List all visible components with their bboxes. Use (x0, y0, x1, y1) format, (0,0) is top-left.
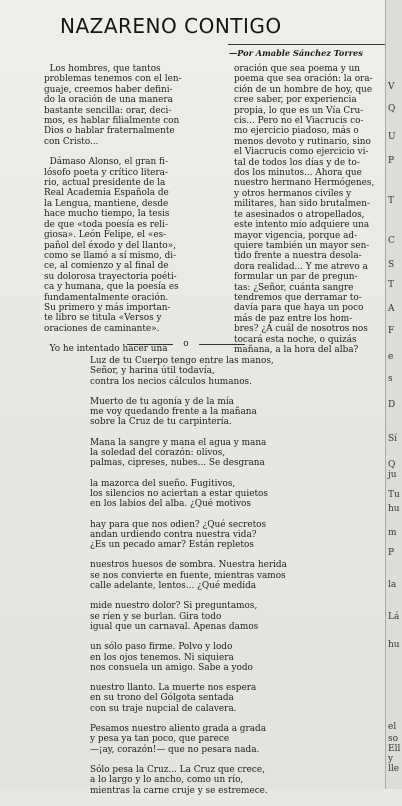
adjacent-column-edge (385, 0, 402, 789)
article-title: NAZARENO CONTIGO (60, 14, 282, 38)
text-line: tido frente a nuestra desola- (234, 251, 362, 262)
poem-line: en los ojos tenemos. Ni siquiera (90, 652, 234, 663)
text-line (44, 147, 224, 157)
gutter-fragment: el (388, 722, 397, 732)
gutter-fragment: ju (388, 470, 397, 480)
poem-line: se nos convierte en fuente, mientras vamos (90, 570, 286, 581)
poem-line: la soledad del corazón: olivos, (90, 448, 226, 459)
text-line: pañol del éxodo y del llanto», (44, 240, 177, 251)
gutter-fragment: S (388, 260, 395, 270)
text-line: su dolorosa trayectoria poéti- (44, 271, 177, 282)
text-line: tas: ¿Señor, cuánta sangre (234, 282, 354, 293)
text-line: te libro se titula «Versos y (44, 313, 162, 324)
poem-line: sobre la Cruz de tu carpintería. (90, 417, 232, 428)
text-line: Dámaso Alonso, el gran fi- (44, 157, 168, 168)
text-line: lósofo poeta y crítico litera- (44, 167, 168, 178)
gutter-fragment: T (388, 280, 395, 290)
text-line: Dios o hablar fraternalmente (44, 126, 175, 137)
gutter-fragment: Tu (388, 490, 400, 500)
poem-stanza (90, 560, 380, 591)
gutter-fragment: y (388, 754, 394, 764)
poem-line: la mazorca del sueño. Fugitivos, (90, 478, 236, 489)
poem-line: mide nuestro dolor? Si preguntamos, (90, 601, 258, 612)
text-line: giosa». León Felipe, el «es- (44, 230, 167, 241)
text-line: guaje, creemos haber defini- (44, 84, 173, 95)
gutter-fragment: la (388, 580, 397, 590)
text-line: dora realidad... Y me atrevo a (234, 261, 368, 272)
poem-line: los silencios no aciertan a estar quietos (90, 488, 268, 499)
poem-line: en los labios del alba. ¿Qué motivos (90, 499, 251, 510)
gutter-fragment: m (388, 528, 397, 538)
poem-stanza (90, 765, 380, 796)
text-line: oraciones de caminante». (44, 323, 160, 334)
text-line: más de paz entre los hom- (234, 313, 353, 324)
gutter-fragment: A (388, 304, 395, 314)
gutter-fragment: hu (388, 504, 400, 514)
text-line: mañana, a la hora del alba? (234, 344, 359, 355)
poem-line: con su traje nupcial de calavera. (90, 703, 237, 714)
gutter-fragment: e (388, 352, 394, 362)
article-column-right (234, 64, 394, 355)
text-line: el Viacrucis como ejercicio vi- (234, 147, 369, 158)
poem-line: a lo largo y lo ancho, como un río, (90, 775, 244, 786)
text-line: davía para que haya un poco (234, 303, 364, 314)
text-line: bres? ¿A cuál de nosotros nos (234, 324, 368, 335)
poem-stanza (90, 724, 380, 755)
text-line: mo ejercicio piadoso, más o (234, 126, 359, 137)
text-line: Los hombres, que tantos (44, 64, 161, 74)
poem-stanza (90, 356, 380, 387)
poem-line: Sólo pesa la Cruz... La Cruz que crece, (90, 764, 265, 775)
text-line: formular un par de pregun- (234, 272, 358, 283)
poem-line: nuestros huesos de sombra. Nuestra herida (90, 560, 287, 571)
text-line: de que «toda poesía es reli- (44, 219, 168, 230)
poem-line: hay para que nos odien? ¿Qué secretos (90, 519, 267, 530)
text-line: con Cristo... (44, 136, 99, 147)
text-line: mos, es hablar filialmente con (44, 116, 180, 127)
poem-line: andan urdiendo contra nuestra vida? (90, 529, 257, 540)
text-line: quiere también un mayor sen- (234, 240, 370, 251)
gutter-fragment: P (388, 548, 395, 558)
text-line: Real Academia Española de (44, 188, 169, 199)
gutter-fragment: P (388, 156, 395, 166)
poem-stanza (90, 520, 380, 551)
gutter-fragment: D (388, 400, 396, 410)
text-line: militares, han sido brutalmen- (234, 199, 370, 210)
gutter-fragment: C (388, 236, 395, 246)
text-line: mayor vigencia, porque ad- (234, 230, 358, 241)
poem-stanza (90, 601, 380, 632)
text-line: rio, actual presidente de la (44, 178, 166, 189)
poem-line: en su trono del Gólgota sentada (90, 693, 234, 704)
poem-line: calle adelante, lentos... ¿Qué medida (90, 581, 257, 592)
text-line: la Lengua, mantiene, desde (44, 198, 169, 209)
text-line: bastante sencilla: orar, deci- (44, 105, 172, 116)
text-line: hace mucho tiempo, la tesis (44, 209, 170, 220)
text-line: como se llamó a sí mismo, di- (44, 250, 177, 261)
poem-line: mientras la carne cruje y se estremece. (90, 785, 268, 796)
text-line: do la oración de una manera (44, 95, 173, 106)
text-line: Su primero y más importan- (44, 302, 171, 313)
poem-line: un sólo paso firme. Polvo y lodo (90, 642, 233, 653)
poem-stanza (90, 683, 380, 714)
text-line: Yo he intentado hacer una (44, 344, 168, 355)
gutter-fragment: hu (388, 640, 400, 650)
poem-line: y pesa ya tan poco, que parece (90, 734, 230, 745)
text-line: cree saber, por experiencia (234, 95, 357, 106)
text-line: ca y humana, que la poesía es (44, 282, 179, 293)
gutter-fragment: Q (388, 104, 396, 114)
text-line: este intento mío adquiere una (234, 220, 370, 231)
poem (90, 356, 380, 806)
poem-line: igual que un carnaval. Apenas damos (90, 621, 259, 632)
text-line: ción de un hombre de hoy, que (234, 84, 373, 95)
text-line: te asesinados o atropellados, (234, 209, 365, 220)
gutter-fragment: F (388, 326, 395, 336)
gutter-fragment: Sí (388, 434, 398, 444)
gutter-fragment: T (388, 196, 395, 206)
poem-line: Pesamos nuestro aliento grada a grada (90, 724, 266, 735)
poem-line: Señor, y harina útil todavía, (90, 366, 215, 377)
gutter-fragment: Lá (388, 612, 400, 622)
poem-line: nuestro llanto. La muerte nos espera (90, 683, 257, 694)
article-byline: —Por Amable Sánchez Torres (229, 48, 363, 58)
poem-stanza (90, 479, 380, 510)
text-line: poema que sea oración: la ora- (234, 74, 373, 85)
poem-line: me voy quedando frente a la mañana (90, 407, 257, 418)
text-line: ce, al comienzo y al final de (44, 261, 169, 272)
poem-stanza (90, 642, 380, 673)
poem-line: palmas, cipreses, nubes... Se desgrana (90, 458, 265, 469)
text-line: oración que sea poema y un (234, 64, 361, 74)
gutter-fragment: Ell (388, 744, 401, 754)
text-line: propia, lo que es un Vía Cru- (234, 105, 364, 116)
text-line: tal de todos los días y de to- (234, 157, 360, 168)
text-line: dos los minutos... Ahora que (234, 168, 362, 179)
text-line: problemas tenemos con el len- (44, 74, 182, 85)
text-line: fundamentalmente oración. (44, 292, 169, 303)
article-column-left (44, 64, 224, 355)
text-line: y otros hermanos civiles y (234, 188, 352, 199)
poem-line: Mana la sangre y mana el agua y mana (90, 437, 267, 448)
gutter-fragment: Q (388, 460, 396, 470)
poem-line: Luz de tu Cuerpo tengo entre las manos, (90, 356, 274, 366)
gutter-fragment: s (388, 374, 393, 384)
poem-stanza (90, 397, 380, 428)
poem-line: nos consuela un amigo. Sabe a yodo (90, 662, 253, 673)
poem-line: ¿Es un pecado amar? Están repletos (90, 540, 254, 551)
text-line: tendremos que derramar to- (234, 292, 362, 303)
gutter-fragment: lle (388, 764, 400, 774)
poem-stanza (90, 438, 380, 469)
poem-line: Muerto de tu agonía y de la mía (90, 396, 234, 407)
section-divider: o (127, 338, 245, 350)
text-line: cis... Pero no el Viacrucis co- (234, 116, 364, 127)
gutter-fragment: U (388, 132, 396, 142)
text-line: nuestro hermano Hermógenes, (234, 178, 375, 189)
text-line: tocará esta noche, o quizás (234, 334, 357, 345)
gutter-fragment: V (388, 82, 395, 92)
poem-line: —¡ay, corazón!— que no pesara nada. (90, 744, 260, 755)
poem-line: contra los necios cálculos humanos. (90, 376, 252, 387)
text-line: menos devoto y rutinario, sino (234, 136, 371, 147)
poem-line: se ríen y se burlan. Gira todo (90, 611, 222, 622)
byline-rule (228, 44, 388, 45)
gutter-fragment: so (388, 734, 399, 744)
